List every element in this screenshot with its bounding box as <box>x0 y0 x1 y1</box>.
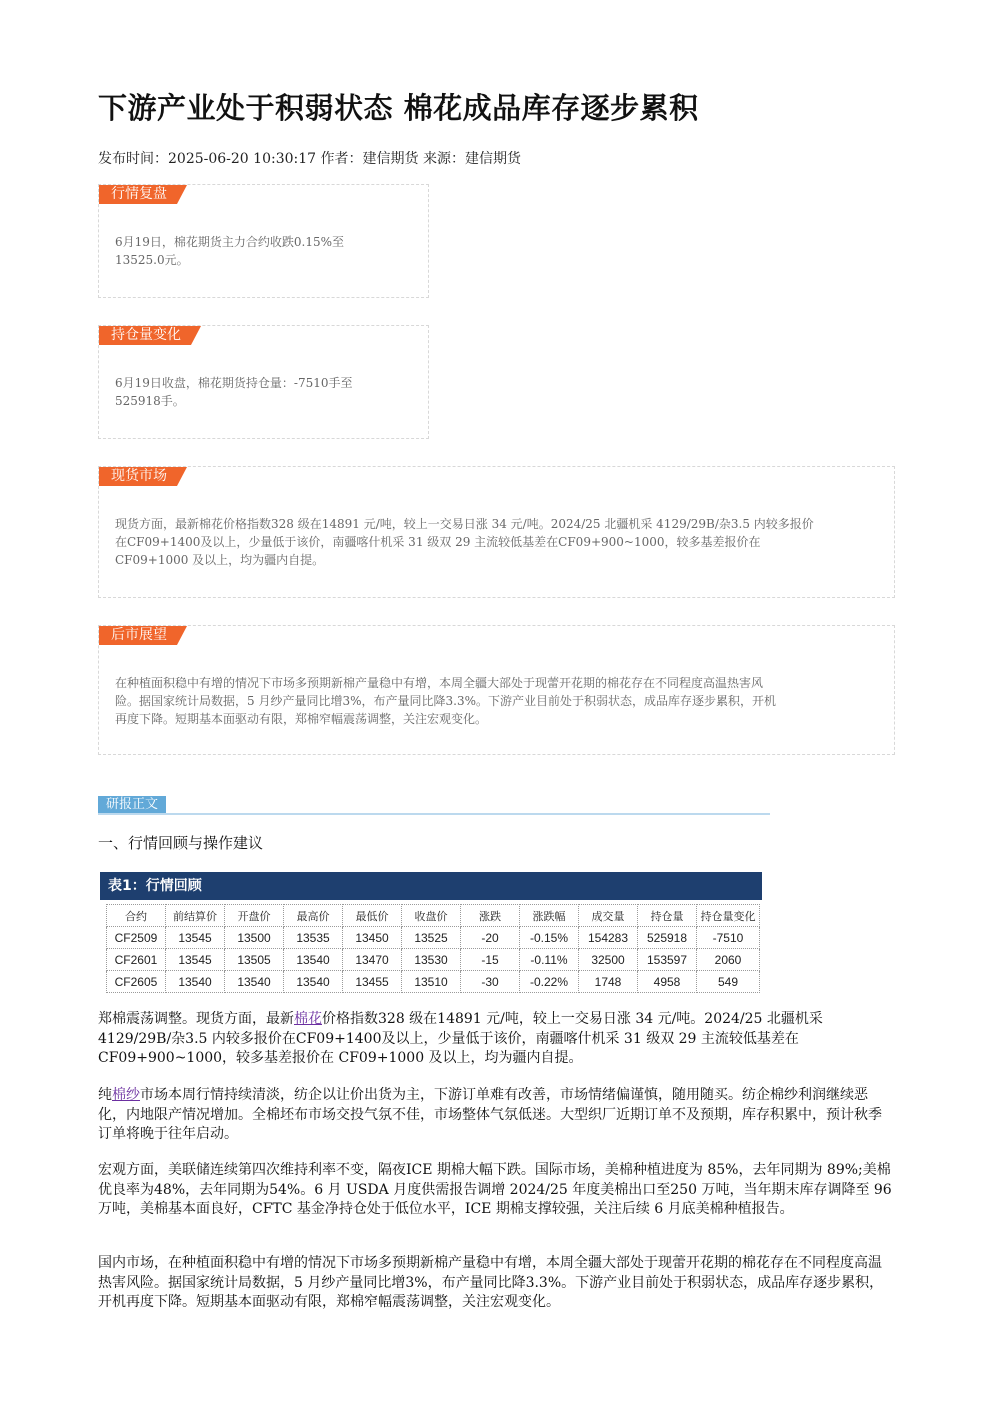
table-cell: 13530 <box>402 949 461 971</box>
table-cell: 13535 <box>284 927 343 949</box>
table-cell: 525918 <box>638 927 697 949</box>
table-cell: 2060 <box>697 949 760 971</box>
outlook-box <box>98 625 895 755</box>
table-cell: -0.22% <box>520 971 579 993</box>
table-cell: 13545 <box>166 927 225 949</box>
spot-market-tag: 现货市场 <box>99 467 177 486</box>
paragraph-text: 郑棉震荡调整。现货方面，最新 <box>98 1011 294 1027</box>
table-cell: 549 <box>697 971 760 993</box>
table-cell: 13540 <box>166 971 225 993</box>
table-cell: 13540 <box>284 949 343 971</box>
table-header: 持仓量变化 <box>697 905 760 927</box>
table-cell: 153597 <box>638 949 697 971</box>
table-cell: -0.15% <box>520 927 579 949</box>
outlook-text <box>115 674 776 728</box>
table-cell: 13470 <box>343 949 402 971</box>
table-cell: 32500 <box>579 949 638 971</box>
spot-market-line: 现货方面，最新棉花价格指数328 级在14891 元/吨，较上一交易日涨 34 元/吨。2024/25 北疆机采 4129/29B/杂3.5 内较多报价 <box>115 517 814 531</box>
market-review-line: 6月19日，棉花期货主力合约收跌0.15%至 <box>115 235 345 249</box>
paragraph-text: 价格指数328 级在14891 元/吨，较上一交易日涨 34 元/吨。2024/25 北疆机采 4129/29B/杂3.5 内较多报价在CF09+1400及以上，少量低于该价，南疆喀什机采 31 级双 29 主流较低基差在 CF09+900~1000，较多基差报价在 CF09+1000 及以上，均为疆内自提。 <box>98 1011 823 1066</box>
open-interest-box <box>98 325 429 439</box>
table-header: 涨跌幅 <box>520 905 579 927</box>
quote-table <box>106 904 760 993</box>
table-cell: 1748 <box>579 971 638 993</box>
table-cell: -15 <box>461 949 520 971</box>
table-row <box>107 927 760 949</box>
cotton-link[interactable]: 棉花 <box>294 1011 322 1027</box>
table-cell: 13540 <box>284 971 343 993</box>
open-interest-line: 525918手。 <box>115 394 185 408</box>
table-header: 收盘价 <box>402 905 461 927</box>
paragraph-text: 市场本周行情持续清淡，纺企以让价出货为主，下游订单难有改善，市场情绪偏谨慎，随用随买。纺企棉纱利润继续恶化，内地限产情况增加。全棉坯布市场交投气氛不佳，市场整体气氛低迷。大型织厂近期订单不及预期，库存积累中，预计秋季订单将晚于往年启动。 <box>98 1087 882 1142</box>
table-cell: 13500 <box>225 927 284 949</box>
table-cell: 154283 <box>579 927 638 949</box>
table-cell: CF2605 <box>107 971 166 993</box>
table-header: 涨跌 <box>461 905 520 927</box>
outlook-tag: 后市展望 <box>99 626 177 645</box>
open-interest-line: 6月19日收盘，棉花期货持仓量：-7510手至 <box>115 376 353 390</box>
table-cell: -30 <box>461 971 520 993</box>
quote-table-figure <box>100 872 762 993</box>
table-header: 持仓量 <box>638 905 697 927</box>
table-cell: 4958 <box>638 971 697 993</box>
table-header: 最高价 <box>284 905 343 927</box>
table-cell: -0.11% <box>520 949 579 971</box>
paragraph-spot <box>98 1010 894 1069</box>
outlook-line: 险。据国家统计局数据，5 月纱产量同比增3%，布产量同比降3.3%。下游产业目前处于积弱状态，成品库存逐步累积，开机 <box>115 694 776 708</box>
table-header: 合约 <box>107 905 166 927</box>
paragraph-domestic: 国内市场，在种植面积稳中有增的情况下市场多预期新棉产量稳中有增，本周全疆大部处于现蕾开花期的棉花存在不同程度高温热害风险。据国家统计局数据，5 月纱产量同比增3%，布产量同比降3.3%。下游产业目前处于积弱状态，成品库存逐步累积，开机再度下降。短期基本面驱动有限，郑棉窄幅震荡调整，关注宏观变化。 <box>98 1255 884 1310</box>
table-cell: -7510 <box>697 927 760 949</box>
table-cell: 13505 <box>225 949 284 971</box>
paragraph-macro: 宏观方面，美联储连续第四次维持利率不变，隔夜ICE 期棉大幅下跌。国际市场，美棉种植进度为 85%，去年同期为 89%;美棉优良率为48%，去年同期为54%。6 月 USDA 月度供需报告调增 2024/25 年度美棉出口至250 万吨，当年期末库存调降至 96 万吨，美棉基本面良好，CFTC 基金净持仓处于低位水平，ICE 期棉支撑较强，关注后续 6 月底美棉种植报告。 <box>98 1162 892 1217</box>
market-review-tag: 行情复盘 <box>99 185 177 204</box>
table-cell: 13510 <box>402 971 461 993</box>
table-header-row <box>107 905 760 927</box>
open-interest-text <box>115 374 353 410</box>
spot-market-text <box>115 515 814 569</box>
market-review-box <box>98 184 429 298</box>
paragraph-text: 纯 <box>98 1087 112 1103</box>
table-cell: -20 <box>461 927 520 949</box>
spot-market-line: 在CF09+1400及以上，少量低于该价，南疆喀什机采 31 级双 29 主流较低基差在CF09+900~1000，较多基差报价在 <box>115 535 761 549</box>
table-row <box>107 971 760 993</box>
table-header: 成交量 <box>579 905 638 927</box>
open-interest-tag: 持仓量变化 <box>99 326 191 345</box>
table-cell: 13540 <box>225 971 284 993</box>
table-cell: 13455 <box>343 971 402 993</box>
research-tag: 研报正文 <box>98 796 166 814</box>
table-title: 表1：行情回顾 <box>100 872 762 900</box>
paragraph-yarn <box>98 1086 894 1145</box>
table-header: 开盘价 <box>225 905 284 927</box>
outlook-line: 在种植面积稳中有增的情况下市场多预期新棉产量稳中有增，本周全疆大部处于现蕾开花期的棉花存在不同程度高温热害风 <box>115 676 764 690</box>
article-title: 下游产业处于积弱状态 棉花成品库存逐步累积 <box>98 91 699 125</box>
table-cell: 13525 <box>402 927 461 949</box>
research-divider <box>98 813 770 815</box>
table-header: 前结算价 <box>166 905 225 927</box>
article-meta: 发布时间：2025-06-20 10:30:17 作者：建信期货 来源：建信期货 <box>98 151 521 167</box>
table-row <box>107 949 760 971</box>
market-review-text <box>115 233 344 269</box>
cotton-yarn-link[interactable]: 棉纱 <box>112 1087 140 1103</box>
outlook-line: 再度下降。短期基本面驱动有限，郑棉窄幅震荡调整，关注宏观变化。 <box>115 712 488 726</box>
table-header: 最低价 <box>343 905 402 927</box>
spot-market-line: CF09+1000 及以上，均为疆内自提。 <box>115 553 325 567</box>
table-cell: 13545 <box>166 949 225 971</box>
table-cell: 13450 <box>343 927 402 949</box>
table-cell: CF2601 <box>107 949 166 971</box>
market-review-line: 13525.0元。 <box>115 253 189 267</box>
spot-market-box <box>98 466 895 598</box>
section-heading: 一、行情回顾与操作建议 <box>98 834 264 852</box>
table-cell: CF2509 <box>107 927 166 949</box>
